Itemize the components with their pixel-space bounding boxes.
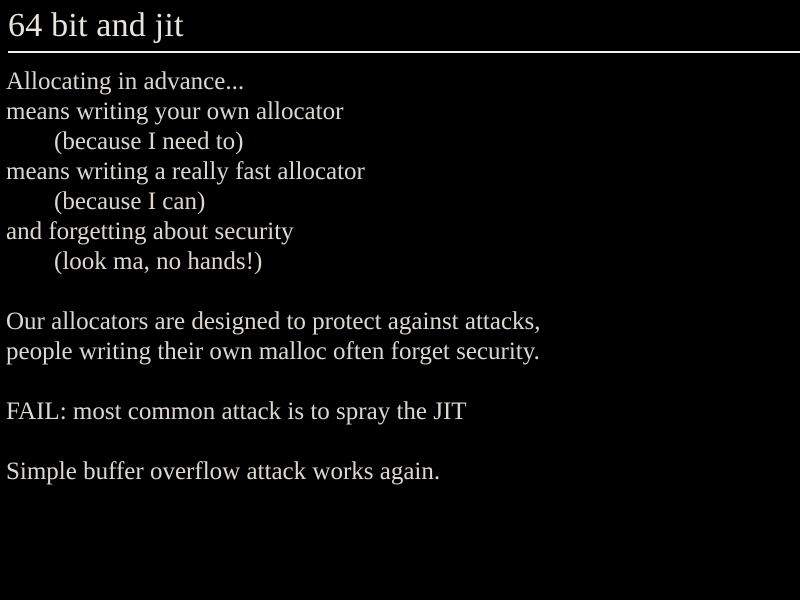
title-divider	[8, 51, 800, 53]
body-line: Our allocators are designed to protect against attacks,	[6, 308, 541, 335]
body-line: (because I need to)	[54, 128, 244, 155]
slide-body	[0, 53, 800, 487]
body-line-spacer	[6, 367, 800, 397]
body-line: means writing your own allocator	[6, 98, 344, 125]
page-title: 64 bit and jit	[8, 7, 184, 44]
body-line: (because I can)	[54, 188, 206, 215]
body-line: means writing a really fast allocator	[6, 158, 365, 185]
body-line-spacer	[6, 277, 800, 307]
body-line: and forgetting about security	[6, 218, 294, 245]
body-line: people writing their own malloc often forget security.	[6, 338, 540, 365]
slide-title-area	[0, 0, 800, 53]
body-line: Simple buffer overflow attack works again.	[6, 458, 441, 485]
body-line: FAIL: most common attack is to spray the JIT	[6, 398, 467, 425]
body-line-spacer	[6, 427, 800, 457]
body-line: Allocating in advance...	[6, 68, 245, 95]
body-line: (look ma, no hands!)	[54, 248, 263, 275]
